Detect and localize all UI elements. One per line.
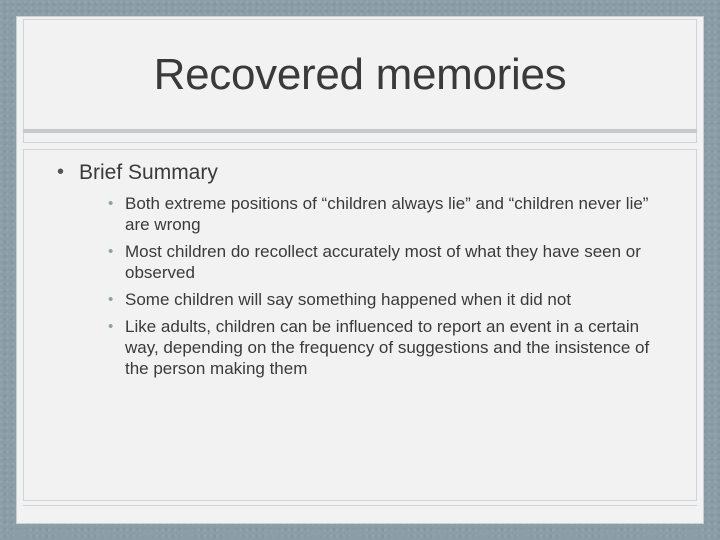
sub-bullet-item xyxy=(108,316,665,379)
sub-bullet-dot-icon: • xyxy=(108,243,114,260)
sub-bullet-text: Most children do recollect accurately most of what they have seen or observed xyxy=(125,242,641,282)
sub-bullet-item xyxy=(108,289,665,310)
sub-bullet-text: Like adults, children can be influenced to report an event in a certain way, depending on the frequency of suggestions and the insistence of the person making them xyxy=(125,317,650,378)
footer-area xyxy=(23,505,697,522)
sub-bullet-item xyxy=(108,241,665,283)
sub-bullet-list xyxy=(108,193,665,385)
sub-bullet-dot-icon: • xyxy=(108,318,114,335)
sub-bullet-text: Both extreme positions of “children always lie” and “children never lie” are wrong xyxy=(125,194,649,234)
sub-bullet-text: Some children will say something happened when it did not xyxy=(125,290,572,309)
bullet-dot-icon: • xyxy=(57,161,65,183)
slide-panel xyxy=(16,16,704,524)
bullet-text: Brief Summary xyxy=(79,161,218,184)
title-placeholder xyxy=(23,19,697,143)
slide-title: Recovered memories xyxy=(153,50,567,99)
bullet-item xyxy=(57,161,218,185)
sub-bullet-dot-icon: • xyxy=(108,291,114,308)
sub-bullet-dot-icon: • xyxy=(108,195,114,212)
sub-bullet-item xyxy=(108,193,665,235)
title-divider xyxy=(23,129,697,133)
